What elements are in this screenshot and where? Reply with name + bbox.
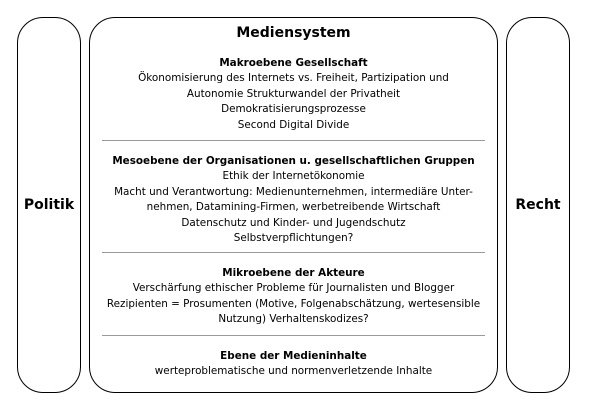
section-line: Rezipienten = Prosumenten (Motive, Folgenabschätzung, wertesensible <box>106 297 481 310</box>
politik-box <box>17 17 81 393</box>
section-divider <box>102 252 485 253</box>
section-mesoebene <box>90 154 497 246</box>
section-line: Second Digital Divide <box>237 118 350 131</box>
politik-label: Politik <box>23 197 75 213</box>
section-heading: Mikroebene der Akteure <box>222 267 365 279</box>
section-line: werteproblematische und normenverletzende Inhalte <box>154 365 433 378</box>
section-line: Demokratisierungsprozesse <box>221 103 366 116</box>
section-line: Macht und Verantwortung: Medienunternehmen, intermediäre Unter- <box>114 185 473 198</box>
section-medieninhalte <box>90 349 497 380</box>
section-mikroebene <box>90 266 497 328</box>
section-line: nehmen, Datamining-Firmen, werbetreibende Wirtschaft <box>146 201 441 214</box>
section-heading: Ebene der Medieninhalte <box>220 350 367 362</box>
section-makroebene <box>90 56 497 133</box>
section-line: Autonomie Strukturwandel der Privatheit <box>186 87 401 100</box>
section-line: Ethik der Internetökonomie <box>222 170 365 183</box>
section-heading: Makroebene Gesellschaft <box>219 57 368 69</box>
mediensystem-box <box>89 17 498 393</box>
recht-box <box>506 17 570 393</box>
section-heading: Mesoebene der Organisationen u. gesellschaftlichen Gruppen <box>112 155 475 167</box>
recht-label: Recht <box>515 197 561 213</box>
section-line: Datenschutz und Kinder- und Jugendschutz <box>181 216 406 229</box>
section-divider <box>102 140 485 141</box>
section-line: Verschärfung ethischer Probleme für Journalisten und Blogger <box>132 282 455 295</box>
section-line: Ökonomisierung des Internets vs. Freiheit, Partizipation und <box>138 72 449 85</box>
section-line: Selbstverpflichtungen? <box>233 232 354 245</box>
mediensystem-title: Mediensystem <box>236 25 351 41</box>
section-line: Nutzung) Verhaltenskodizes? <box>218 313 369 326</box>
section-divider <box>102 335 485 336</box>
